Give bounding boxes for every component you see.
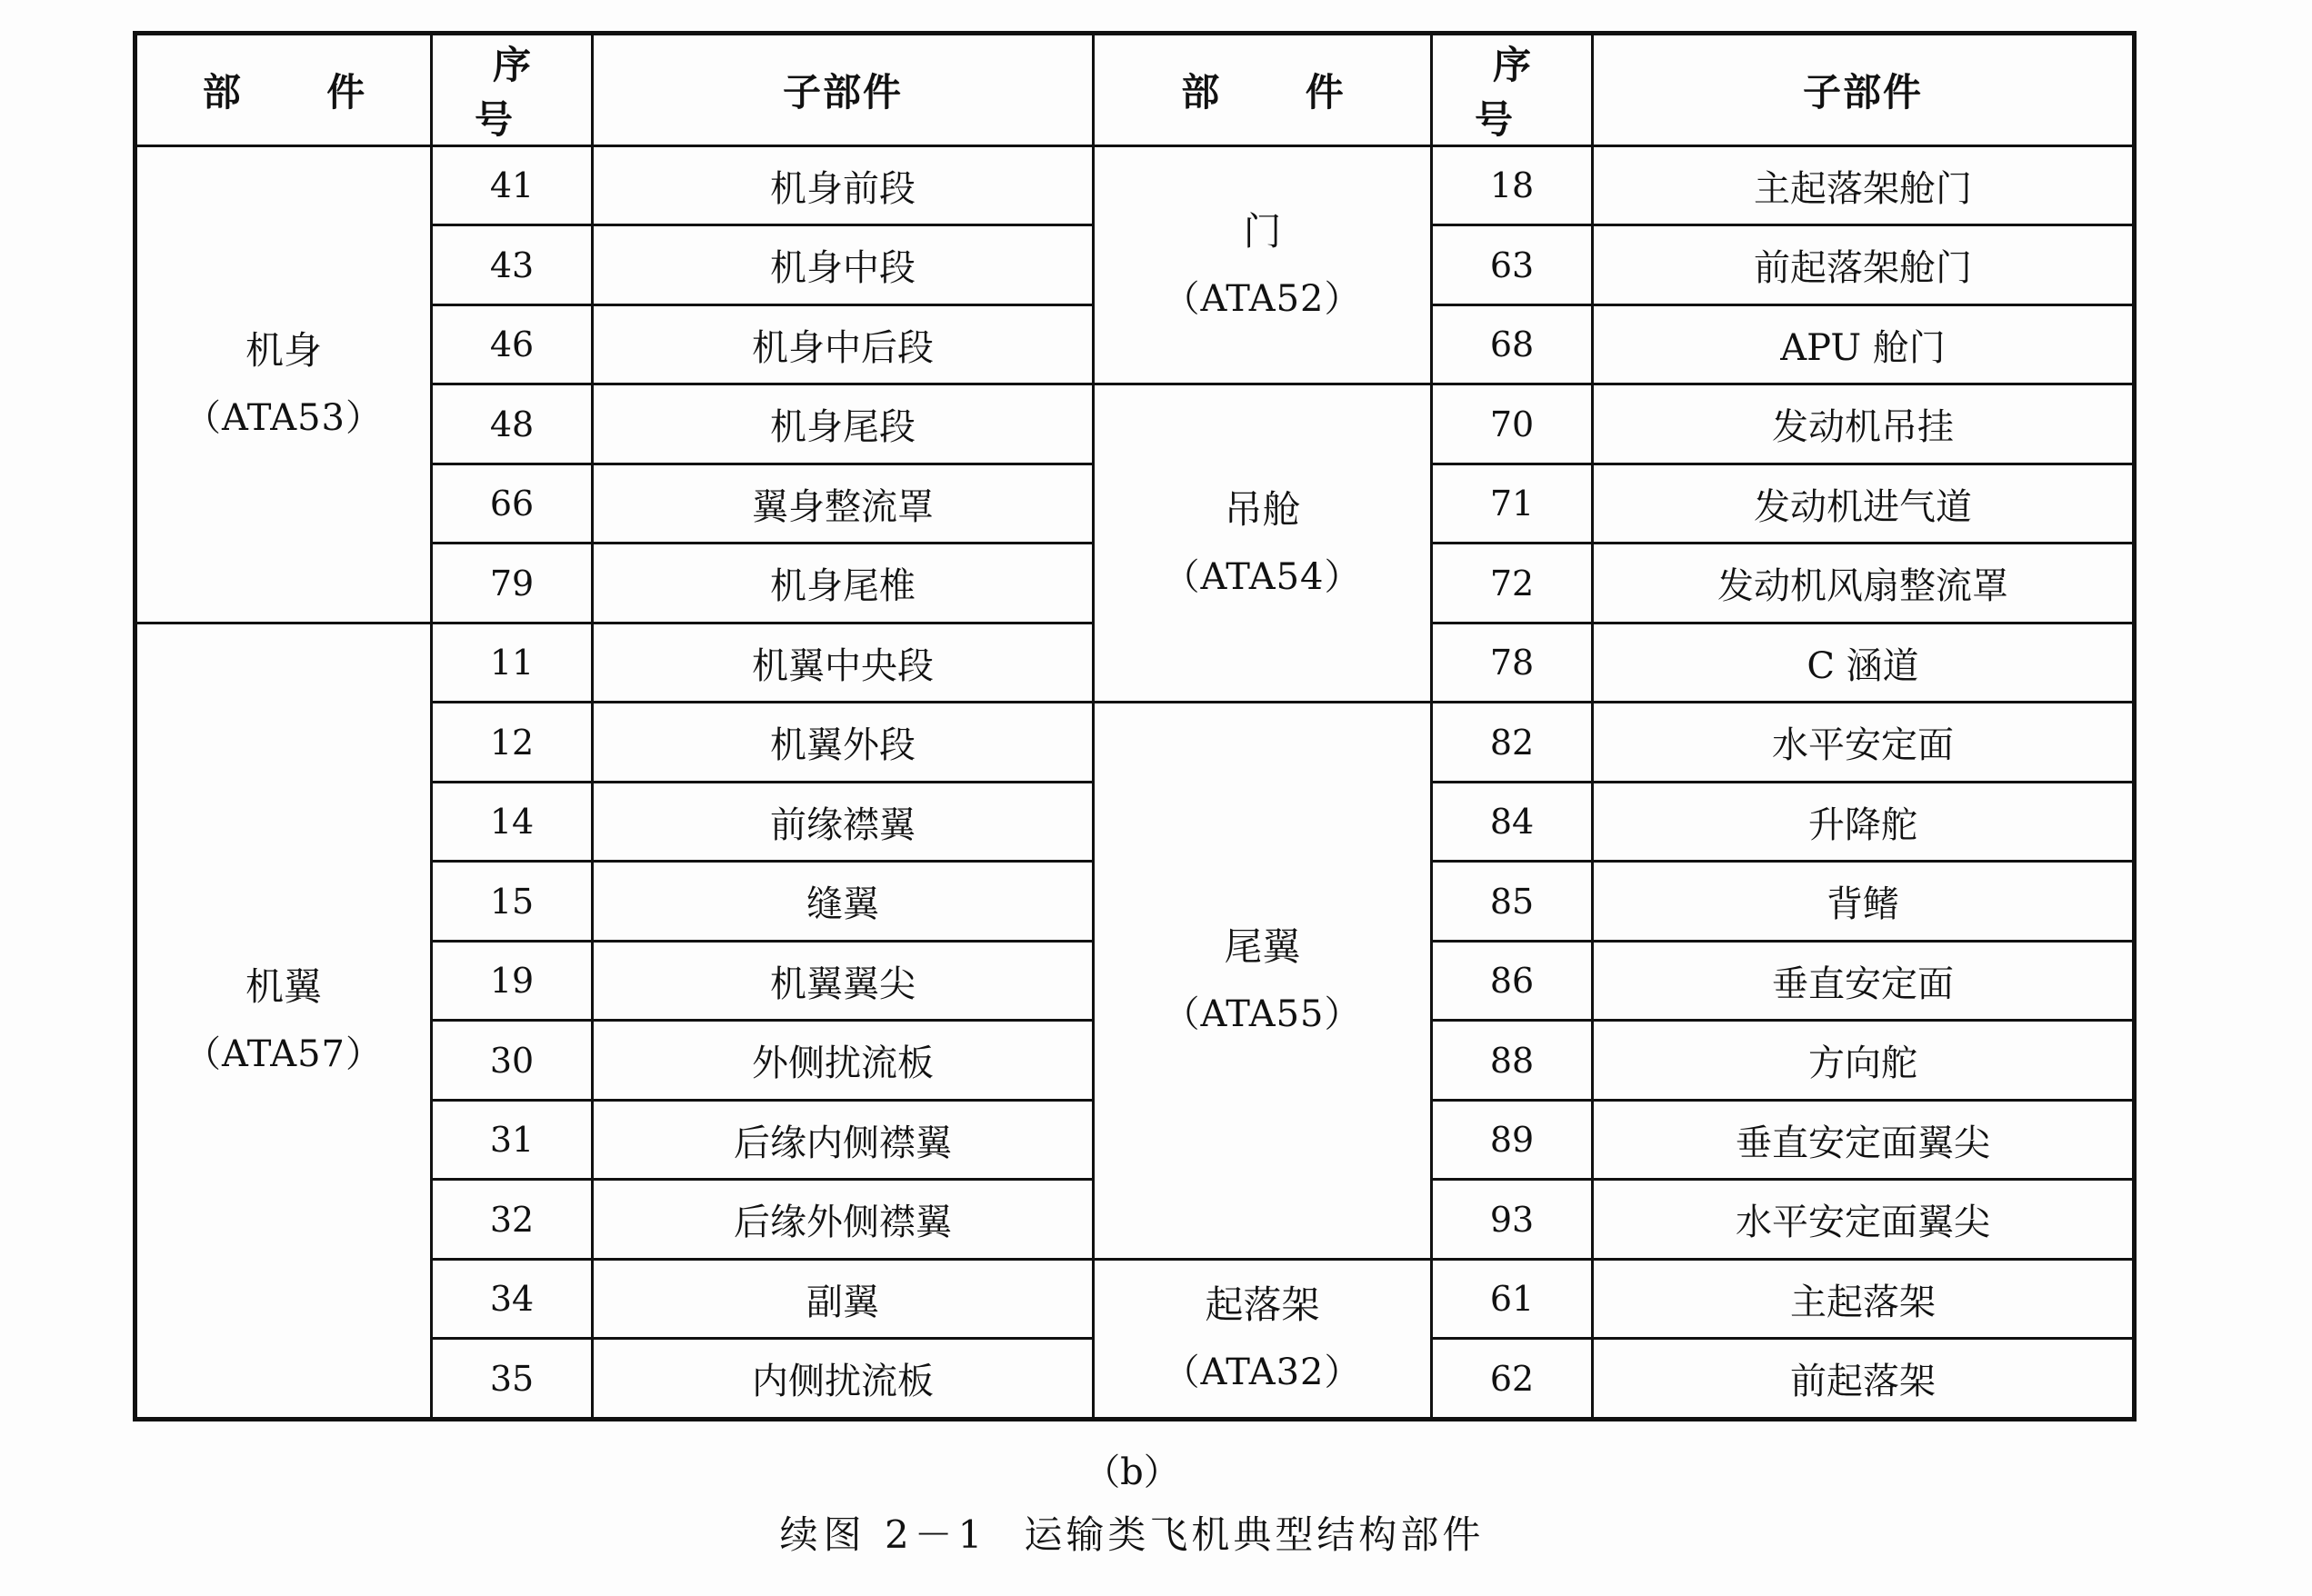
subpart-cell: 后缘内侧襟翼 (593, 1100, 1094, 1179)
seq-cell: 84 (1432, 782, 1593, 861)
seq-cell: 46 (432, 304, 593, 384)
group-name: 门 (1243, 208, 1282, 254)
table-row (135, 146, 2135, 225)
seq-cell: 66 (432, 464, 593, 543)
group-cell-landing-gear (1094, 1259, 1432, 1419)
seq-cell: 31 (432, 1100, 593, 1179)
subpart-cell: 机身前段 (593, 146, 1094, 225)
subpart-cell: 主起落架舱门 (1593, 146, 2135, 225)
seq-cell: 11 (432, 623, 593, 702)
seq-cell: 41 (432, 146, 593, 225)
subpart-cell: 机身尾椎 (593, 544, 1094, 623)
group-code: （ATA55） (1163, 993, 1362, 1036)
subpart-cell: 外侧扰流板 (593, 1021, 1094, 1100)
seq-cell: 34 (432, 1259, 593, 1338)
group-code: （ATA57） (185, 1032, 383, 1075)
subpart-cell: 前缘襟翼 (593, 782, 1094, 861)
subpart-cell: C 涵道 (1593, 623, 2135, 702)
subpart-cell: 机翼翼尖 (593, 941, 1094, 1020)
subpart-cell: 内侧扰流板 (593, 1339, 1094, 1420)
subpart-cell: 后缘外侧襟翼 (593, 1180, 1094, 1259)
table-header (135, 34, 2135, 146)
group-name: 尾翼 (1224, 924, 1301, 970)
seq-cell: 61 (1432, 1259, 1593, 1338)
seq-cell: 82 (1432, 703, 1593, 782)
seq-cell: 71 (1432, 464, 1593, 543)
subpart-cell: 缝翼 (593, 862, 1094, 941)
subpart-cell: 前起落架舱门 (1593, 225, 2135, 304)
header-part-left: 部 件 (135, 34, 432, 146)
header-part-right: 部 件 (1094, 34, 1432, 146)
header-seq-left: 序 号 (432, 34, 593, 146)
subfigure-label: （b） (1084, 1451, 1180, 1493)
seq-cell: 88 (1432, 1021, 1593, 1100)
table-row (135, 703, 2135, 782)
seq-cell: 70 (1432, 384, 1593, 464)
seq-cell: 89 (1432, 1100, 1593, 1179)
seq-cell: 78 (1432, 623, 1593, 702)
subpart-cell: 翼身整流罩 (593, 464, 1094, 543)
subpart-cell: 副翼 (593, 1259, 1094, 1338)
seq-cell: 32 (432, 1180, 593, 1259)
seq-cell: 48 (432, 384, 593, 464)
subpart-cell: 前起落架 (1593, 1339, 2135, 1420)
table-row (135, 384, 2135, 464)
seq-cell: 35 (432, 1339, 593, 1420)
subpart-cell: 发动机风扇整流罩 (1593, 544, 2135, 623)
seq-cell: 79 (432, 544, 593, 623)
group-code: （ATA54） (1163, 555, 1362, 598)
seq-cell: 12 (432, 703, 593, 782)
caption-number: 续图 2－1 (779, 1512, 988, 1557)
group-cell-wing (135, 623, 432, 1419)
subpart-cell: 机身中后段 (593, 304, 1094, 384)
seq-cell: 93 (1432, 1180, 1593, 1259)
group-name: 起落架 (1205, 1282, 1320, 1327)
subpart-cell: 垂直安定面翼尖 (1593, 1100, 2135, 1179)
group-code: （ATA32） (1163, 1351, 1362, 1393)
seq-cell: 15 (432, 862, 593, 941)
header-seq-right: 序 号 (1432, 34, 1593, 146)
seq-cell: 19 (432, 941, 593, 1020)
seq-cell: 68 (1432, 304, 1593, 384)
group-name: 机翼 (245, 963, 322, 1009)
seq-cell: 43 (432, 225, 593, 304)
group-name: 吊舱 (1224, 486, 1301, 532)
subpart-cell: 发动机进气道 (1593, 464, 2135, 543)
table-body (135, 146, 2135, 1420)
group-cell-door (1094, 146, 1432, 384)
subpart-cell: 机身中段 (593, 225, 1094, 304)
seq-cell: 14 (432, 782, 593, 861)
seq-cell: 62 (1432, 1339, 1593, 1420)
caption-title: 运输类飞机典型结构部件 (1024, 1512, 1485, 1557)
group-cell-empennage (1094, 703, 1432, 1259)
subpart-cell: 方向舵 (1593, 1021, 2135, 1100)
seq-cell: 18 (1432, 146, 1593, 225)
seq-cell: 63 (1432, 225, 1593, 304)
seq-cell: 72 (1432, 544, 1593, 623)
subpart-cell: 机身尾段 (593, 384, 1094, 464)
subpart-cell: 机翼中央段 (593, 623, 1094, 702)
table-row (135, 1259, 2135, 1338)
subpart-cell: 机翼外段 (593, 703, 1094, 782)
subpart-cell: 升降舵 (1593, 782, 2135, 861)
header-subpart-left: 子部件 (593, 34, 1094, 146)
subpart-cell: 主起落架 (1593, 1259, 2135, 1338)
subpart-cell: 发动机吊挂 (1593, 384, 2135, 464)
header-subpart-right: 子部件 (1593, 34, 2135, 146)
structure-parts-table (133, 31, 2137, 1421)
group-code: （ATA52） (1163, 277, 1362, 320)
subpart-cell: APU 舱门 (1593, 304, 2135, 384)
subpart-cell: 水平安定面 (1593, 703, 2135, 782)
subpart-cell: 垂直安定面 (1593, 941, 2135, 1020)
subpart-cell: 水平安定面翼尖 (1593, 1180, 2135, 1259)
group-code: （ATA53） (185, 396, 383, 439)
group-cell-nacelle (1094, 384, 1432, 703)
header-row (135, 34, 2135, 146)
group-name: 机身 (245, 327, 322, 373)
subpart-cell: 背鳍 (1593, 862, 2135, 941)
group-cell-fuselage (135, 146, 432, 623)
seq-cell: 30 (432, 1021, 593, 1100)
seq-cell: 85 (1432, 862, 1593, 941)
figure-caption (0, 1505, 2264, 1560)
seq-cell: 86 (1432, 941, 1593, 1020)
